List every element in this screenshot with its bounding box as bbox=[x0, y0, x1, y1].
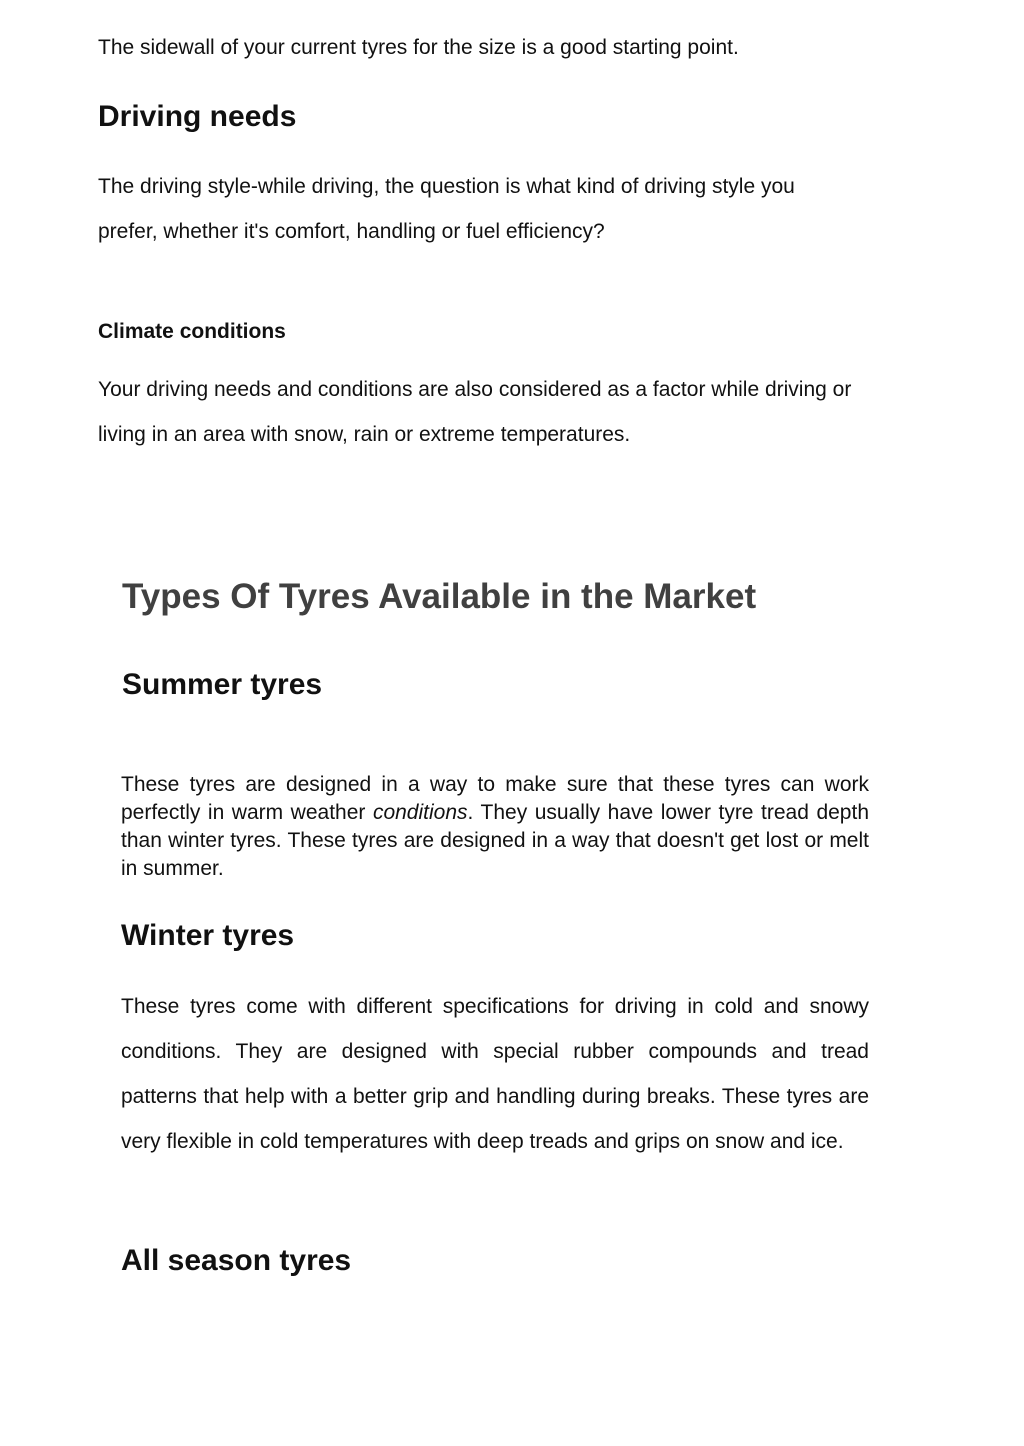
all-season-tyres-heading: All season tyres bbox=[121, 1244, 352, 1277]
driving-needs-paragraph: The driving style-while driving, the question is what kind of driving style you prefer, whether it's comfort, handling or fuel efficiency? bbox=[98, 175, 795, 243]
summer-tyres-paragraph bbox=[121, 771, 869, 883]
summer-tyres-heading: Summer tyres bbox=[122, 668, 323, 701]
intro-paragraph: The sidewall of your current tyres for the size is a good starting point. bbox=[98, 36, 739, 59]
summer-tyres-text-start: These tyres are designed in a way to make sure that these tyres can work perfectly in warm weather bbox=[121, 773, 869, 824]
summer-tyres-emphasis: conditions bbox=[372, 801, 468, 824]
winter-tyres-paragraph: These tyres come with different specifications for driving in cold and snowy conditions. They are designed with special rubber compounds and tread patterns that help with a better grip and handling during breaks. These tyres are very flexible in cold temperatures with deep treads and grips on snow and ice. bbox=[121, 995, 869, 1153]
driving-needs-heading: Driving needs bbox=[98, 100, 297, 133]
tyre-types-heading: Types Of Tyres Available in the Market bbox=[122, 577, 757, 616]
summer-tyres-text-end: . They usually have lower tyre tread depth than winter tyres. These tyres are designed in a way that doesn't get lost or melt in summer. bbox=[121, 801, 870, 880]
climate-conditions-heading: Climate conditions bbox=[98, 320, 286, 343]
winter-tyres-heading: Winter tyres bbox=[121, 919, 295, 952]
climate-conditions-paragraph: Your driving needs and conditions are also considered as a factor while driving or living in an area with snow, rain or extreme temperatures. bbox=[98, 378, 852, 446]
